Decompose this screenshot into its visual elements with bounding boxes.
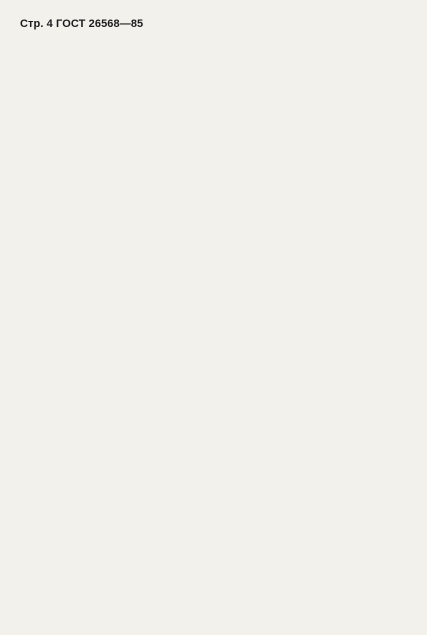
page-header: Стр. 4 ГОСТ 26568—85 [20,18,144,30]
